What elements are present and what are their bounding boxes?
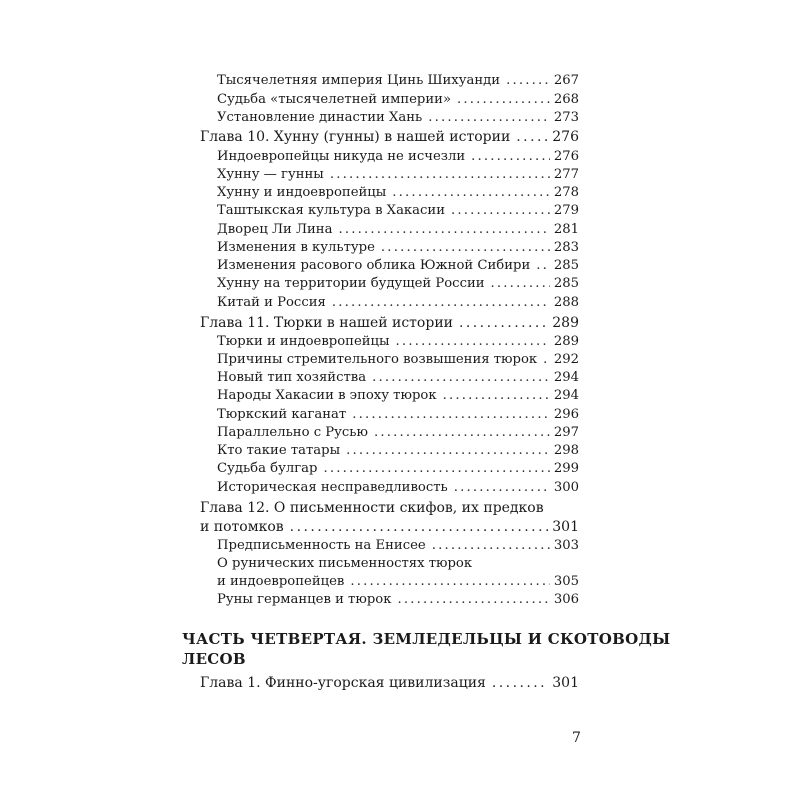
toc-entry-page: 300: [553, 480, 579, 495]
toc-leader-dots: [451, 203, 550, 218]
toc-entry-page: 283: [553, 240, 579, 255]
toc-entry-page: 281: [553, 222, 579, 237]
toc-entry: [217, 352, 579, 367]
toc-entry-page: 277: [553, 167, 579, 182]
part-heading: [182, 629, 670, 669]
toc-entry-title: Причины стремительного возвышения тюрок: [217, 352, 538, 367]
toc-entry: [217, 574, 579, 589]
toc-entry-page: 285: [553, 258, 579, 273]
toc-leader-dots: [457, 92, 550, 107]
toc-entry-title: Хунну — гунны: [217, 167, 324, 182]
toc-leader-dots: [492, 675, 548, 691]
page-number: 7: [572, 730, 581, 746]
toc-entry: [217, 334, 579, 349]
toc-entry-title: Народы Хакасии в эпоху тюрок: [217, 388, 437, 403]
toc-leader-dots: [392, 185, 550, 200]
toc-entry: [217, 407, 579, 422]
toc-entry: [217, 538, 579, 553]
toc-chapter-title-line: Глава 12. О письменности скифов, их предков: [200, 500, 544, 516]
toc-leader-dots: [372, 370, 550, 385]
toc-leader-dots: [443, 388, 550, 403]
toc-entry: [217, 295, 579, 310]
toc-chapter-page: 276: [552, 129, 579, 145]
toc-entry-title: Изменения расового облика Южной Сибири: [217, 258, 531, 273]
toc-entry-title: Новый тип хозяйства: [217, 370, 367, 385]
toc-entry: [217, 73, 579, 88]
toc-leader-dots: [459, 315, 548, 331]
part-heading-line: ЛЕСОВ: [182, 650, 246, 668]
toc-entry-title: Кто такие татары: [217, 443, 341, 458]
toc-entry-title: и индоевропейцев: [217, 574, 345, 589]
toc-entry-title: Изменения в культуре: [217, 240, 375, 255]
toc-entry-page: 294: [553, 370, 579, 385]
toc-leader-dots: [543, 352, 550, 367]
toc-entry-page: 288: [553, 295, 579, 310]
toc-chapter: [200, 315, 579, 331]
toc-leader-dots: [491, 276, 550, 291]
toc-entry: [217, 149, 579, 164]
toc-leader-dots: [346, 443, 550, 458]
toc-leader-dots: [432, 538, 550, 553]
toc-chapter: [200, 519, 579, 535]
toc-entry-page: 297: [553, 425, 579, 440]
toc-entry-page: 305: [553, 574, 579, 589]
toc-entry: [217, 110, 579, 125]
toc-leader-dots: [397, 592, 549, 607]
toc-leader-dots: [330, 167, 550, 182]
toc-entry-title: Судьба «тысячелетней империи»: [217, 92, 452, 107]
toc-entry-title: Судьба булгар: [217, 461, 318, 476]
toc-entry-page: 268: [553, 92, 579, 107]
toc-entry-page: 276: [553, 149, 579, 164]
toc-leader-dots: [396, 334, 550, 349]
toc-entry-page: 298: [553, 443, 579, 458]
toc-entry-title: Тысячелетняя империя Цинь Шихуанди: [217, 73, 501, 88]
toc-entry: [217, 185, 579, 200]
toc-entry-page: 289: [553, 334, 579, 349]
toc-chapter-title: и потомков: [200, 519, 284, 535]
toc-leader-dots: [454, 480, 550, 495]
toc-entry-title: Хунну на территории будущей России: [217, 276, 485, 291]
toc-entry-title: Дворец Ли Лина: [217, 222, 333, 237]
toc-entry-title: Предписьменность на Енисее: [217, 538, 426, 553]
toc-entry-title: Параллельно с Русью: [217, 425, 368, 440]
toc-entry: [217, 167, 579, 182]
toc-leader-dots: [471, 149, 550, 164]
toc-entry-page: 285: [553, 276, 579, 291]
toc-leader-dots: [506, 73, 550, 88]
toc-entry: [217, 443, 579, 458]
toc-leader-dots: [290, 519, 549, 535]
toc-entry: [217, 388, 579, 403]
toc-entry: [217, 370, 579, 385]
toc-leader-dots: [323, 461, 549, 476]
part-heading-line: ЧАСТЬ ЧЕТВЕРТАЯ. ЗЕМЛЕДЕЛЬЦЫ И СКОТОВОДЫ: [182, 630, 671, 648]
toc-entry: [217, 461, 579, 476]
toc-entry-page: 292: [553, 352, 579, 367]
toc-entry-page: 306: [553, 592, 579, 607]
toc-entry: [217, 592, 579, 607]
toc-entry: [217, 258, 579, 273]
toc-chapter-title: Глава 11. Тюрки в нашей истории: [200, 315, 453, 331]
toc-entry-title: Историческая несправедливость: [217, 480, 448, 495]
toc-leader-dots: [428, 110, 550, 125]
toc-chapter-title: Глава 1. Финно-угорская цивилизация: [200, 675, 486, 691]
toc-entry: [217, 92, 579, 107]
toc-leader-dots: [374, 425, 550, 440]
toc-entry: [217, 425, 579, 440]
toc-entry-page: 294: [553, 388, 579, 403]
toc-entry-title: Установление династии Хань: [217, 110, 423, 125]
toc-entry-title: Тюркский каганат: [217, 407, 347, 422]
toc-leader-dots: [338, 222, 549, 237]
toc-leader-dots: [516, 129, 548, 145]
toc-chapter: [200, 675, 579, 691]
toc-entry-title-line: О рунических письменностях тюрок: [217, 556, 473, 571]
toc-entry: [217, 480, 579, 495]
toc-entry: [217, 203, 579, 218]
toc-entry-page: 303: [553, 538, 579, 553]
toc-entry: [217, 276, 579, 291]
toc-chapter-title: Глава 10. Хунну (гунны) в нашей истории: [200, 129, 511, 145]
toc-chapter-page: 289: [552, 315, 579, 331]
toc-entry-page: 279: [553, 203, 579, 218]
toc-entry-page: 273: [553, 110, 579, 125]
toc-entry-title: Китай и Россия: [217, 295, 326, 310]
toc-entry-page: 299: [553, 461, 579, 476]
toc-entry-title: Индоевропейцы никуда не исчезли: [217, 149, 466, 164]
toc-entry-title: Тюрки и индоевропейцы: [217, 334, 390, 349]
toc-entry-title: Таштыкская культура в Хакасии: [217, 203, 445, 218]
toc-leader-dots: [352, 407, 550, 422]
toc-leader-dots: [332, 295, 550, 310]
toc-chapter-page: 301: [552, 675, 579, 691]
toc-entry-page: 296: [553, 407, 579, 422]
toc-leader-dots: [381, 240, 550, 255]
toc-entry-page: 267: [553, 73, 579, 88]
toc-leader-dots: [350, 574, 550, 589]
toc-chapter: [200, 129, 579, 145]
toc-entry-title: Хунну и индоевропейцы: [217, 185, 387, 200]
toc-leader-dots: [536, 258, 550, 273]
toc-entry: [217, 240, 579, 255]
toc-entry-page: 278: [553, 185, 579, 200]
toc-chapter-page: 301: [552, 519, 579, 535]
toc-entry: [217, 222, 579, 237]
toc-entry-title: Руны германцев и тюрок: [217, 592, 392, 607]
